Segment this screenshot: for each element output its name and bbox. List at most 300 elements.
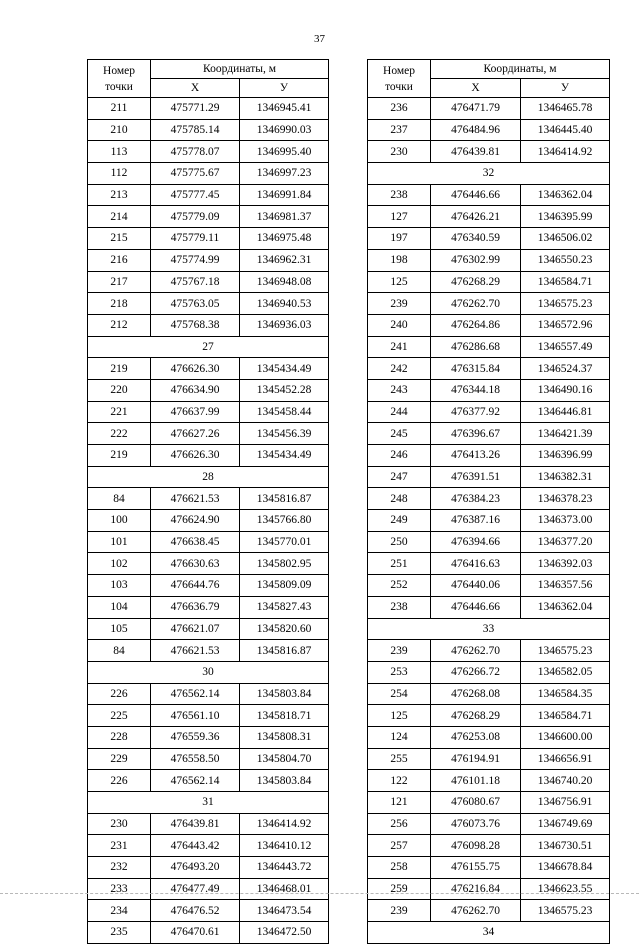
- y-coordinate-cell: 1346421.39: [521, 423, 610, 445]
- x-coordinate-cell: 476630.63: [151, 553, 240, 575]
- point-number-cell: 239: [368, 293, 431, 315]
- coordinates-header: Координаты, м: [151, 60, 329, 79]
- table-row: [368, 596, 610, 618]
- table-row: [88, 575, 329, 597]
- x-coordinate-cell: 476626.30: [151, 445, 240, 467]
- point-number-cell: 211: [88, 98, 151, 120]
- table-row: [88, 596, 329, 618]
- point-number-cell: 122: [368, 770, 431, 792]
- point-number-cell: 235: [88, 922, 151, 944]
- table-row: [368, 249, 610, 271]
- section-number: 31: [88, 792, 329, 814]
- point-number-cell: 222: [88, 423, 151, 445]
- y-coordinate-cell: 1345816.87: [240, 488, 329, 510]
- table-row: [368, 900, 610, 922]
- table-row: [88, 293, 329, 315]
- x-coordinate-cell: 476621.53: [151, 640, 240, 662]
- y-coordinate-cell: 1345808.31: [240, 726, 329, 748]
- point-number-cell: 231: [88, 835, 151, 857]
- y-coordinate-cell: 1346948.08: [240, 271, 329, 293]
- point-number-cell: 259: [368, 878, 431, 900]
- point-number-cell: 226: [88, 683, 151, 705]
- section-number: 34: [368, 922, 610, 944]
- point-number-cell: 241: [368, 336, 431, 358]
- x-coordinate-cell: 476439.81: [151, 813, 240, 835]
- x-coordinate-cell: 476098.28: [431, 835, 521, 857]
- point-number-cell: 219: [88, 445, 151, 467]
- table-row: [368, 206, 610, 228]
- point-number-cell: 255: [368, 748, 431, 770]
- section-row: [88, 466, 329, 488]
- section-row: [88, 661, 329, 683]
- y-coordinate-cell: 1345802.95: [240, 553, 329, 575]
- point-number-cell: 121: [368, 792, 431, 814]
- x-coordinate-cell: 476644.76: [151, 575, 240, 597]
- y-coordinate-cell: 1346446.81: [521, 401, 610, 423]
- table-row: [368, 878, 610, 900]
- y-coordinate-cell: 1346414.92: [521, 141, 610, 163]
- x-coordinate-cell: 475785.14: [151, 119, 240, 141]
- point-number-cell: 258: [368, 857, 431, 879]
- table-row: [368, 510, 610, 532]
- y-coordinate-cell: 1346997.23: [240, 163, 329, 185]
- x-coordinate-cell: 476394.66: [431, 531, 521, 553]
- point-number-cell: 219: [88, 358, 151, 380]
- point-number-header-line2: точки: [105, 80, 133, 93]
- table-row: [368, 813, 610, 835]
- x-coordinate-cell: 475763.05: [151, 293, 240, 315]
- table-row: [88, 379, 329, 401]
- point-number-cell: 237: [368, 119, 431, 141]
- x-coordinate-cell: 476266.72: [431, 661, 521, 683]
- point-number-cell: 252: [368, 575, 431, 597]
- table-row: [368, 640, 610, 662]
- point-number-cell: 217: [88, 271, 151, 293]
- point-number-cell: 197: [368, 228, 431, 250]
- x-coordinate-cell: 476080.67: [431, 792, 521, 814]
- x-coordinate-cell: 476621.53: [151, 488, 240, 510]
- y-coordinate-cell: 1346377.20: [521, 531, 610, 553]
- y-coordinate-cell: 1345816.87: [240, 640, 329, 662]
- table-row: [368, 575, 610, 597]
- page-bottom-rule: [0, 893, 639, 894]
- x-coordinate-cell: 476262.70: [431, 640, 521, 662]
- x-coordinate-cell: 476638.45: [151, 531, 240, 553]
- y-coordinate-cell: 1346962.31: [240, 249, 329, 271]
- x-coordinate-cell: 476268.29: [431, 705, 521, 727]
- y-coordinate-cell: 1346656.91: [521, 748, 610, 770]
- table-row: [88, 228, 329, 250]
- x-coordinate-cell: 476562.14: [151, 770, 240, 792]
- y-coordinate-cell: 1346623.55: [521, 878, 610, 900]
- x-coordinate-cell: 476626.30: [151, 358, 240, 380]
- x-coordinate-cell: 476439.81: [431, 141, 521, 163]
- x-coordinate-cell: 476637.99: [151, 401, 240, 423]
- table-row: [368, 835, 610, 857]
- point-number-cell: 228: [88, 726, 151, 748]
- point-number-cell: 105: [88, 618, 151, 640]
- y-coordinate-cell: 1345452.28: [240, 379, 329, 401]
- section-number: 33: [368, 618, 610, 640]
- point-number-cell: 234: [88, 900, 151, 922]
- table-row: [368, 705, 610, 727]
- table-row: [368, 184, 610, 206]
- y-coordinate-cell: 1346575.23: [521, 900, 610, 922]
- y-coordinate-cell: 1346584.71: [521, 705, 610, 727]
- table-row: [88, 770, 329, 792]
- y-coordinate-cell: 1346940.53: [240, 293, 329, 315]
- x-coordinate-cell: 475768.38: [151, 314, 240, 336]
- x-coordinate-cell: 476344.18: [431, 379, 521, 401]
- page-number: 37: [314, 33, 325, 45]
- y-coordinate-cell: 1345770.01: [240, 531, 329, 553]
- y-coordinate-cell: 1346749.69: [521, 813, 610, 835]
- table-row: [368, 358, 610, 380]
- table-row: [88, 488, 329, 510]
- table-body: [88, 98, 329, 944]
- point-number-cell: 230: [88, 813, 151, 835]
- section-number: 30: [88, 661, 329, 683]
- table-row: [368, 661, 610, 683]
- x-coordinate-cell: 475778.07: [151, 141, 240, 163]
- y-coordinate-cell: 1346382.31: [521, 466, 610, 488]
- table-row: [88, 445, 329, 467]
- table-row: [88, 900, 329, 922]
- x-coordinate-cell: 476477.49: [151, 878, 240, 900]
- section-row: [88, 336, 329, 358]
- point-number-cell: 102: [88, 553, 151, 575]
- y-coordinate-cell: 1346373.00: [521, 510, 610, 532]
- x-coordinate-cell: 476446.66: [431, 596, 521, 618]
- point-number-cell: 84: [88, 488, 151, 510]
- y-coordinate-cell: 1346506.02: [521, 228, 610, 250]
- table-row: [88, 206, 329, 228]
- y-coordinate-cell: 1346362.04: [521, 184, 610, 206]
- x-coordinate-cell: 476262.70: [431, 293, 521, 315]
- table-row: [368, 336, 610, 358]
- y-coordinate-cell: 1346582.05: [521, 661, 610, 683]
- y-coordinate-cell: 1346600.00: [521, 726, 610, 748]
- x-coordinate-cell: 476155.75: [431, 857, 521, 879]
- table-row: [368, 792, 610, 814]
- x-coordinate-cell: 476484.96: [431, 119, 521, 141]
- point-number-cell: 125: [368, 705, 431, 727]
- x-coordinate-cell: 476559.36: [151, 726, 240, 748]
- table-row: [88, 510, 329, 532]
- table-row: [88, 98, 329, 120]
- x-coordinate-cell: 476315.84: [431, 358, 521, 380]
- table-row: [368, 141, 610, 163]
- point-number-cell: 101: [88, 531, 151, 553]
- y-coordinate-cell: 1346550.23: [521, 249, 610, 271]
- table-row: [88, 141, 329, 163]
- y-coordinate-cell: 1346443.72: [240, 857, 329, 879]
- y-coordinate-cell: 1345766.80: [240, 510, 329, 532]
- x-coordinate-cell: 475774.99: [151, 249, 240, 271]
- point-number-cell: 124: [368, 726, 431, 748]
- y-coordinate-cell: 1346392.03: [521, 553, 610, 575]
- y-coordinate-cell: 1346981.37: [240, 206, 329, 228]
- y-coordinate-cell: 1346378.23: [521, 488, 610, 510]
- point-number-cell: 214: [88, 206, 151, 228]
- y-coordinate-cell: 1346396.99: [521, 445, 610, 467]
- table-row: [368, 98, 610, 120]
- point-number-cell: 213: [88, 184, 151, 206]
- x-coordinate-cell: 476416.63: [431, 553, 521, 575]
- x-coordinate-cell: 476624.90: [151, 510, 240, 532]
- x-coordinate-cell: 476470.61: [151, 922, 240, 944]
- x-coordinate-cell: 475767.18: [151, 271, 240, 293]
- y-coordinate-cell: 1346524.37: [521, 358, 610, 380]
- point-number-cell: 100: [88, 510, 151, 532]
- point-number-cell: 250: [368, 531, 431, 553]
- x-coordinate-cell: 476396.67: [431, 423, 521, 445]
- y-column-header: У: [240, 79, 329, 98]
- y-coordinate-cell: 1345804.70: [240, 748, 329, 770]
- table-row: [368, 770, 610, 792]
- table-row: [368, 228, 610, 250]
- y-coordinate-cell: 1345803.84: [240, 770, 329, 792]
- table-row: [368, 683, 610, 705]
- point-number-cell: 246: [368, 445, 431, 467]
- x-coordinate-cell: 475771.29: [151, 98, 240, 120]
- table-row: [88, 401, 329, 423]
- table-row: [88, 553, 329, 575]
- y-coordinate-cell: 1345820.60: [240, 618, 329, 640]
- table-row: [88, 922, 329, 944]
- point-number-header-line1: Номер: [383, 64, 415, 77]
- point-number-cell: 221: [88, 401, 151, 423]
- table-row: [368, 726, 610, 748]
- table-row: [88, 705, 329, 727]
- y-coordinate-cell: 1346465.78: [521, 98, 610, 120]
- x-coordinate-cell: 476391.51: [431, 466, 521, 488]
- x-coordinate-cell: 476426.21: [431, 206, 521, 228]
- table-row: [88, 813, 329, 835]
- point-number-cell: 239: [368, 640, 431, 662]
- coordinates-table-left: [87, 59, 329, 944]
- y-coordinate-cell: 1346362.04: [521, 596, 610, 618]
- y-coordinate-cell: 1345827.43: [240, 596, 329, 618]
- y-coordinate-cell: 1345818.71: [240, 705, 329, 727]
- table-row: [368, 293, 610, 315]
- section-number: 27: [88, 336, 329, 358]
- point-number-cell: 229: [88, 748, 151, 770]
- x-coordinate-cell: 476413.26: [431, 445, 521, 467]
- x-coordinate-cell: 476471.79: [431, 98, 521, 120]
- y-coordinate-cell: 1346473.54: [240, 900, 329, 922]
- y-coordinate-cell: 1346584.71: [521, 271, 610, 293]
- point-number-cell: 236: [368, 98, 431, 120]
- x-coordinate-cell: 476340.59: [431, 228, 521, 250]
- x-coordinate-cell: 476377.92: [431, 401, 521, 423]
- table-row: [88, 726, 329, 748]
- x-column-header: X: [431, 79, 521, 98]
- point-number-cell: 242: [368, 358, 431, 380]
- y-coordinate-cell: 1346472.50: [240, 922, 329, 944]
- x-coordinate-cell: 475779.11: [151, 228, 240, 250]
- x-coordinate-cell: 476562.14: [151, 683, 240, 705]
- section-row: [368, 163, 610, 185]
- x-coordinate-cell: 475777.45: [151, 184, 240, 206]
- point-number-cell: 210: [88, 119, 151, 141]
- point-number-cell: 125: [368, 271, 431, 293]
- table-body: [368, 98, 610, 944]
- y-coordinate-cell: 1345809.09: [240, 575, 329, 597]
- point-number-cell: 104: [88, 596, 151, 618]
- table-row: [368, 531, 610, 553]
- y-coordinate-cell: 1346575.23: [521, 640, 610, 662]
- table-row: [88, 163, 329, 185]
- y-coordinate-cell: 1346990.03: [240, 119, 329, 141]
- section-number: 32: [368, 163, 610, 185]
- table-row: [368, 119, 610, 141]
- y-coordinate-cell: 1346945.41: [240, 98, 329, 120]
- table-row: [88, 531, 329, 553]
- table-row: [368, 401, 610, 423]
- table-row: [368, 857, 610, 879]
- point-number-header: [368, 60, 431, 98]
- point-number-cell: 216: [88, 249, 151, 271]
- point-number-cell: 230: [368, 141, 431, 163]
- x-coordinate-cell: 476264.86: [431, 314, 521, 336]
- x-coordinate-cell: 475779.09: [151, 206, 240, 228]
- point-number-cell: 225: [88, 705, 151, 727]
- x-coordinate-cell: 476636.79: [151, 596, 240, 618]
- x-coordinate-cell: 475775.67: [151, 163, 240, 185]
- table-row: [88, 423, 329, 445]
- point-number-cell: 220: [88, 379, 151, 401]
- point-number-cell: 84: [88, 640, 151, 662]
- point-number-cell: 243: [368, 379, 431, 401]
- point-number-cell: 232: [88, 857, 151, 879]
- x-coordinate-cell: 476286.68: [431, 336, 521, 358]
- x-coordinate-cell: 476387.16: [431, 510, 521, 532]
- x-coordinate-cell: 476194.91: [431, 748, 521, 770]
- y-coordinate-cell: 1346991.84: [240, 184, 329, 206]
- y-coordinate-cell: 1345803.84: [240, 683, 329, 705]
- x-coordinate-cell: 476621.07: [151, 618, 240, 640]
- point-number-cell: 245: [368, 423, 431, 445]
- point-number-cell: 247: [368, 466, 431, 488]
- y-coordinate-cell: 1346468.01: [240, 878, 329, 900]
- x-coordinate-cell: 476443.42: [151, 835, 240, 857]
- y-coordinate-cell: 1346490.16: [521, 379, 610, 401]
- x-coordinate-cell: 476446.66: [431, 184, 521, 206]
- x-coordinate-cell: 476493.20: [151, 857, 240, 879]
- section-number: 28: [88, 466, 329, 488]
- point-number-cell: 248: [368, 488, 431, 510]
- table-row: [88, 878, 329, 900]
- y-coordinate-cell: 1345456.39: [240, 423, 329, 445]
- x-column-header: X: [151, 79, 240, 98]
- y-coordinate-cell: 1346740.20: [521, 770, 610, 792]
- y-coordinate-cell: 1345434.49: [240, 445, 329, 467]
- table-row: [88, 640, 329, 662]
- table-row: [368, 748, 610, 770]
- point-number-cell: 238: [368, 596, 431, 618]
- section-row: [368, 922, 610, 944]
- table-row: [88, 184, 329, 206]
- x-coordinate-cell: 476216.84: [431, 878, 521, 900]
- table-row: [88, 683, 329, 705]
- point-number-cell: 256: [368, 813, 431, 835]
- point-number-header-line2: точки: [385, 80, 413, 93]
- coordinates-table-right: [367, 59, 610, 944]
- table-row: [88, 358, 329, 380]
- table-row: [368, 553, 610, 575]
- point-number-cell: 240: [368, 314, 431, 336]
- x-coordinate-cell: 476634.90: [151, 379, 240, 401]
- y-coordinate-cell: 1346756.91: [521, 792, 610, 814]
- y-coordinate-cell: 1345458.44: [240, 401, 329, 423]
- table-row: [88, 748, 329, 770]
- x-coordinate-cell: 476561.10: [151, 705, 240, 727]
- table-row: [88, 857, 329, 879]
- x-coordinate-cell: 476476.52: [151, 900, 240, 922]
- x-coordinate-cell: 476440.06: [431, 575, 521, 597]
- point-number-cell: 249: [368, 510, 431, 532]
- y-coordinate-cell: 1346395.99: [521, 206, 610, 228]
- point-number-cell: 244: [368, 401, 431, 423]
- y-coordinate-cell: 1346678.84: [521, 857, 610, 879]
- table-row: [368, 445, 610, 467]
- coordinates-header: Координаты, м: [431, 60, 610, 79]
- point-number-cell: 253: [368, 661, 431, 683]
- y-coordinate-cell: 1346584.35: [521, 683, 610, 705]
- point-number-header-line1: Номер: [103, 64, 135, 77]
- y-coordinate-cell: 1346936.03: [240, 314, 329, 336]
- y-coordinate-cell: 1346975.48: [240, 228, 329, 250]
- x-coordinate-cell: 476302.99: [431, 249, 521, 271]
- point-number-cell: 113: [88, 141, 151, 163]
- table-row: [368, 423, 610, 445]
- table-row: [88, 314, 329, 336]
- table-row: [88, 249, 329, 271]
- y-coordinate-cell: 1346572.96: [521, 314, 610, 336]
- x-coordinate-cell: 476558.50: [151, 748, 240, 770]
- y-coordinate-cell: 1346410.12: [240, 835, 329, 857]
- point-number-cell: 212: [88, 314, 151, 336]
- point-number-cell: 112: [88, 163, 151, 185]
- section-row: [88, 792, 329, 814]
- y-coordinate-cell: 1346357.56: [521, 575, 610, 597]
- point-number-cell: 218: [88, 293, 151, 315]
- x-coordinate-cell: 476268.08: [431, 683, 521, 705]
- point-number-cell: 226: [88, 770, 151, 792]
- table-row: [88, 835, 329, 857]
- point-number-cell: 233: [88, 878, 151, 900]
- y-column-header: У: [521, 79, 610, 98]
- section-row: [368, 618, 610, 640]
- x-coordinate-cell: 476073.76: [431, 813, 521, 835]
- point-number-cell: 254: [368, 683, 431, 705]
- point-number-cell: 257: [368, 835, 431, 857]
- point-number-cell: 198: [368, 249, 431, 271]
- point-number-cell: 103: [88, 575, 151, 597]
- table-row: [368, 466, 610, 488]
- x-coordinate-cell: 476384.23: [431, 488, 521, 510]
- y-coordinate-cell: 1346995.40: [240, 141, 329, 163]
- table-row: [88, 119, 329, 141]
- y-coordinate-cell: 1346557.49: [521, 336, 610, 358]
- x-coordinate-cell: 476627.26: [151, 423, 240, 445]
- table-row: [88, 618, 329, 640]
- y-coordinate-cell: 1346730.51: [521, 835, 610, 857]
- table-row: [368, 271, 610, 293]
- point-number-header: [88, 60, 151, 98]
- x-coordinate-cell: 476101.18: [431, 770, 521, 792]
